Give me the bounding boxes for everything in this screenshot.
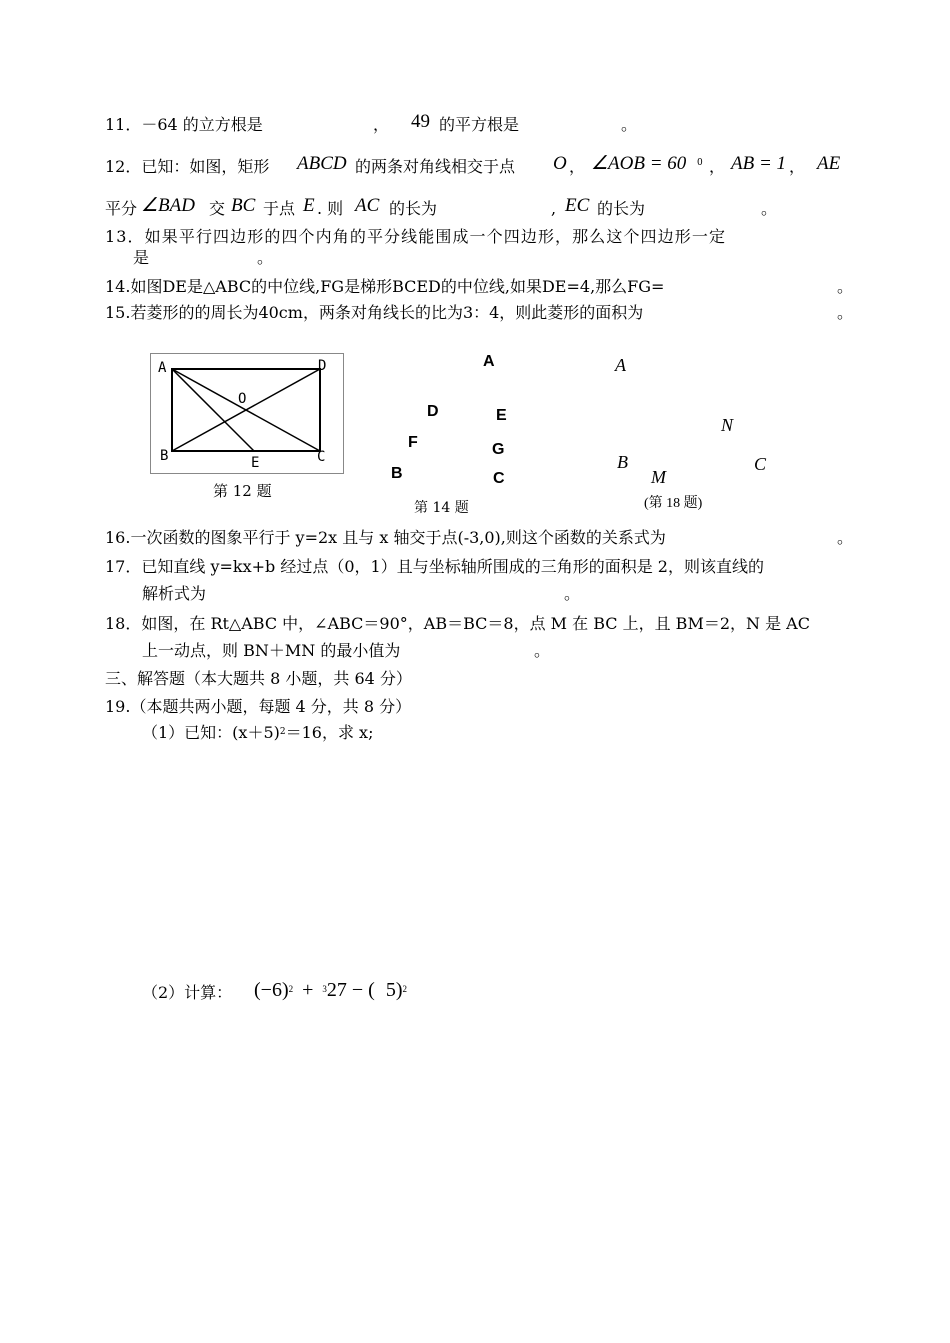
q13-line2: 是 。 — [133, 248, 274, 267]
q19-expr: $(-6)^2 + ^327$ − ( 5)$^2$ — [254, 979, 408, 1001]
q14-line: 14.如图DE是△ABC的中位线,FG是梯形BCED的中位线,如果DE=4,那么FG= 。 — [105, 277, 854, 296]
q19-heading: 19.（本题共两小题，每题 4 分，共 8 分） — [105, 697, 412, 716]
figure-14-caption: 第 14 题 — [414, 500, 469, 516]
q11-line: 11．－64 的立方根是 ， 49 的平方根是 。 — [105, 111, 638, 134]
fig12-label-d: D — [318, 358, 327, 374]
q12-line1: 12．已知：如图，矩形 ABCD 的两条对角线相交于点 O ， ∠AOB = 60 0 ， AB = 1 ， AE — [105, 153, 841, 176]
q18-line2: 上一动点，则 BN＋MN 的最小值为 。 — [142, 641, 551, 660]
q19-part2: （2）计算： $(-6)^2 + ^327$ − ( 5)$^2$ — [142, 979, 408, 1002]
q15-line: 15.若菱形的的周长为40cm，两条对角线长的比为3：4，则此菱形的面积为 。 — [105, 303, 854, 322]
q17-line2: 解析式为 。 — [142, 584, 581, 603]
fig12-label-o: O — [238, 391, 247, 407]
fig14-label-b: B — [391, 465, 403, 482]
fig18-label-m: M — [651, 467, 666, 487]
q13-line1: 13．如果平行四边形的四个内角的平分线能围成一个四边形，那么这个四边形一定 — [105, 227, 727, 246]
section-3-heading: 三、解答题（本大题共 8 小题，共 64 分） — [105, 669, 412, 688]
q16-line: 16.一次函数的图象平行于 y=2x 且与 x 轴交于点(-3,0),则这个函数的关系式为 。 — [105, 528, 854, 547]
fig14-label-c: C — [493, 470, 505, 487]
fig14-label-g: G — [492, 441, 505, 458]
fig18-label-a: A — [615, 355, 626, 375]
q18-line1: 18．如图，在 Rt△ABC 中，∠ABC＝90°，AB＝BC＝8，点 M 在 BC 上，且 BM＝2，N 是 AC — [105, 614, 810, 633]
figure-12 — [150, 353, 344, 474]
fig12-label-c: C — [317, 449, 326, 465]
fig18-label-b: B — [617, 452, 628, 472]
fig12-label-a: A — [158, 360, 167, 376]
fig18-label-n: N — [721, 415, 734, 435]
q12-line2: 平分 ∠BAD 交 BC 于点 E . 则 AC 的长为 , EC 的长为 。 — [105, 195, 778, 218]
fig14-label-a: A — [483, 353, 495, 370]
fig12-label-b: B — [160, 448, 169, 464]
fig18-label-c: C — [754, 454, 767, 474]
figure-18-caption: (第 18 题) — [644, 496, 703, 511]
fig14-label-d: D — [427, 403, 439, 420]
fig14-label-e: E — [496, 407, 507, 424]
fig12-label-e: E — [251, 455, 260, 471]
fig14-label-f: F — [408, 434, 418, 451]
figure-12-caption: 第 12 题 — [213, 482, 272, 500]
figure-12-diagram — [150, 353, 344, 474]
q17-line1: 17．已知直线 y=kx+b 经过点（0，1）且与坐标轴所围成的三角形的面积是 2，则该直线的 — [105, 557, 764, 576]
q19-part1: （1）已知：$(x+5)^2=16$，求 x; — [142, 723, 374, 742]
